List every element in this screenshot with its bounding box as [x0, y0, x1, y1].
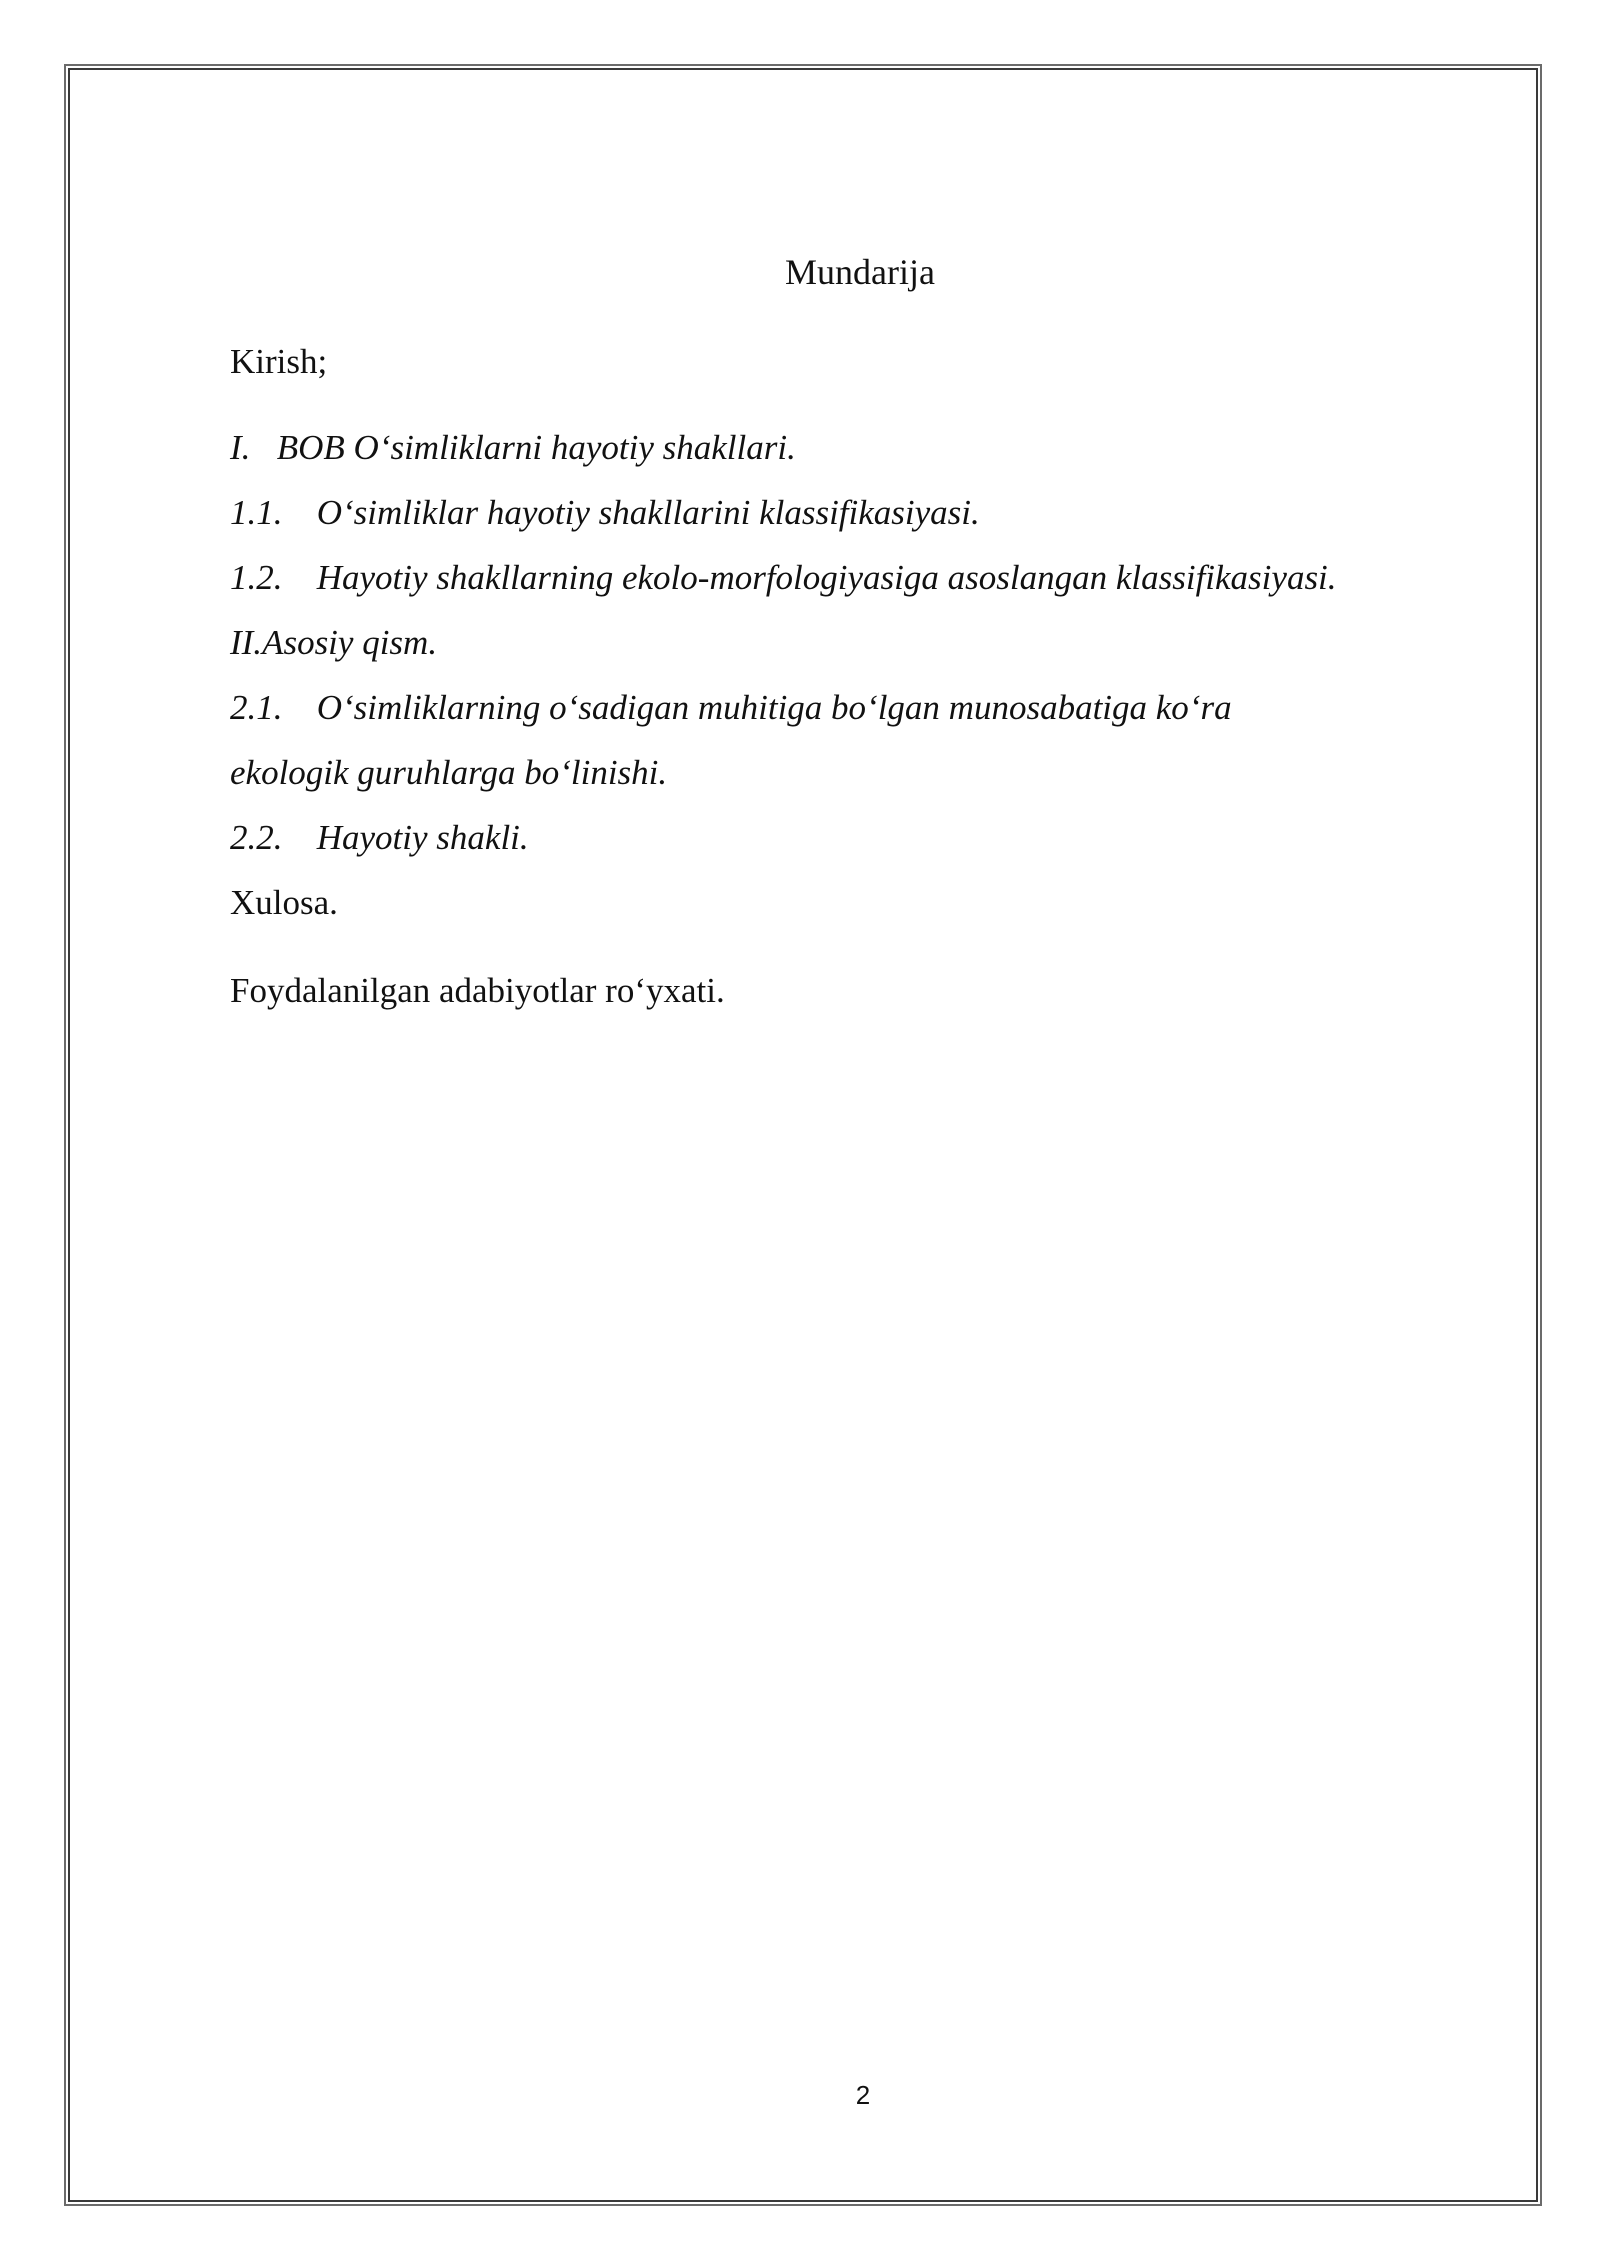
toc-entry-text: Foydalanilgan adabiyotlar ro‘yxati.: [230, 971, 725, 1010]
toc-entry-bibliography: [230, 967, 725, 1015]
toc-entry-section-2-1-continued: [230, 749, 667, 797]
toc-entry-section-1-2: [230, 554, 1337, 602]
toc-entry-section-1-1: [230, 489, 980, 537]
toc-entry-number: 2.1.: [230, 688, 283, 727]
toc-title: Mundarija: [785, 252, 935, 292]
toc-entry-section-2-1: [230, 684, 1232, 732]
toc-entry-chapter-2: [230, 619, 437, 667]
toc-entry-xulosa: [230, 879, 338, 927]
toc-entry-text: Hayotiy shakllarning ekolo-morfologiyasiga asoslangan klassifikasiyasi.: [316, 558, 1337, 597]
toc-entry-text: O‘simliklarning o‘sadigan muhitiga bo‘lgan munosabatiga ko‘ra: [316, 688, 1232, 727]
toc-entry-number: 1.1.: [230, 493, 283, 532]
toc-entry-text: Kirish;: [230, 342, 328, 381]
page-number: 2: [855, 2080, 871, 2110]
toc-entry-text: Hayotiy shakli.: [316, 818, 529, 857]
toc-entry-text: Xulosa.: [230, 883, 338, 922]
toc-entry-text: ekologik guruhlarga bo‘linishi.: [230, 753, 668, 792]
toc-entry-number: 2.2.: [230, 818, 283, 857]
toc-entry-number: II.: [230, 623, 263, 662]
toc-entry-number: 1.2.: [230, 558, 283, 597]
toc-entry-section-2-2: [230, 814, 529, 862]
toc-entry-number: I.: [230, 428, 251, 467]
toc-entry-text: O‘simliklar hayotiy shakllarini klassifikasiyasi.: [316, 493, 980, 532]
toc-entry-text: BOB O‘simliklarni hayotiy shakllari.: [276, 428, 796, 467]
toc-entry-chapter-1: [230, 424, 796, 472]
toc-entry-text: Asosiy qism.: [262, 623, 438, 662]
page-border-inner: [68, 68, 1538, 2202]
toc-entry-kirish: [230, 338, 327, 386]
